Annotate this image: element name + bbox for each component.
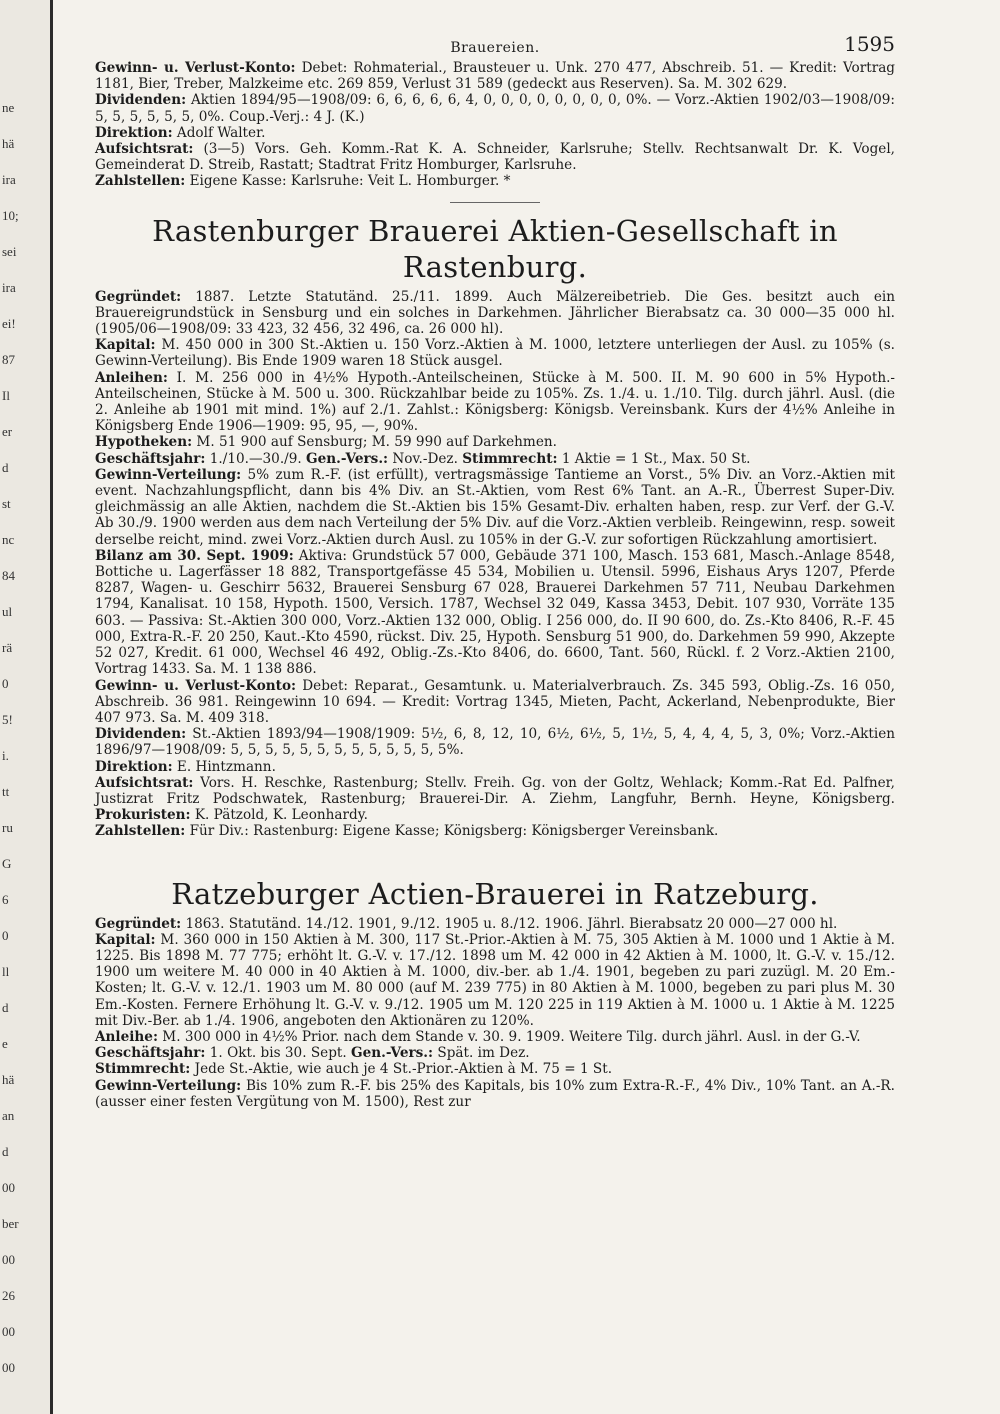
paragraph-label: Prokuristen: xyxy=(95,807,191,824)
entry-paragraph xyxy=(95,1078,895,1110)
gutter-fragment: e xyxy=(2,1036,8,1051)
gutter-fragment: 00 xyxy=(2,1324,15,1339)
gutter-fragment: ru xyxy=(2,820,13,835)
paragraph-label: Geschäftsjahr: xyxy=(95,450,206,467)
paragraph-text: I. M. 256 000 in 4½% Hypoth.-Anteilscheinen, Stücke à M. 500. II. M. 90 600 in 5% Hypoth.-Anteilscheinen, Stücke à M. 500 u. 300. Rückzahlbar beide zu 105%. Zs. 1./4. u. 1./10. Tilg. durch jährl. Ausl. (die 2. Anleihe ab 1901 mit mind. 1%) auf 2./1. Zahlst.: Königsberg: Königsb. Vereinsbank. Kurs der 4½% Anleihe in Königsberg Ende 1906—1909: 95, 95, —, 90%. xyxy=(95,369,895,435)
gutter-fragment: rä xyxy=(2,640,13,655)
gutter-fragment: ll xyxy=(2,964,10,979)
gutter-fragment: 00 xyxy=(2,1360,15,1375)
entry-paragraph xyxy=(95,173,895,189)
gutter-fragment: i. xyxy=(2,748,9,763)
entry-paragraph xyxy=(95,823,895,839)
paragraph-text: 1863. Statutänd. 14./12. 1901, 9./12. 1905 u. 8./12. 1906. Jährl. Bierabsatz 20 000—27 000 hl. xyxy=(181,915,838,932)
paragraph-text: Aktiva: Grundstück 57 000, Gebäude 371 100, Masch. 153 681, Masch.-Anlage 8548, Bottiche u. Lagerfässer 18 882, Transportgefässe 45 534, Mobilien u. Utensil. 5996, Eishaus Arys 1207, Pferde 8287, Wagen- u. Geschirr 5632, Brauerei Sensburg 67 028, Brauerei Darkehmen 57 711, Neubau Darkehmen 1794, Kanalisat. 10 158, Hypoth. 1500, Versich. 1787, Wechsel 32 049, Kassa 3453, Debit. 107 930, Vorräte 135 603. — Passiva: St.-Aktien 300 000, Vorz.-Aktien 132 000, Oblig. I 256 000, do. II 90 600, do. Zs.-Kto 8406, R.-F. 45 000, Extra-R.-F. 20 250, Kaut.-Kto 4590, rückst. Div. 25, Hypoth. Sensburg 51 900, do. Darkehmen 59 990, Akzepte 52 027, Kredit. 61 000, Wechsel 46 492, Oblig.-Zs.-Kto 8406, do. 6600, Tant. 560, Rückl. f. 2 Vorz.-Aktien 2100, Vortrag 1433. Sa. M. 1 138 886. xyxy=(95,547,895,678)
paragraph-label: Dividenden: xyxy=(95,726,187,743)
gutter-fragment: ne xyxy=(2,100,15,115)
gutter-fragment: hä xyxy=(2,136,15,151)
paragraph-label: Kapital: xyxy=(95,337,156,354)
gutter-fragment: ira xyxy=(2,280,16,295)
entry-paragraph xyxy=(95,1045,895,1061)
gutter-fragment: sei xyxy=(2,244,17,259)
gutter-fragment: an xyxy=(2,1108,15,1123)
paragraph-label: Gen.-Vers.: xyxy=(306,450,389,467)
entry-paragraph xyxy=(95,775,895,824)
paragraph-text: (3—5) Vors. Geh. Komm.-Rat K. A. Schneider, Karlsruhe; Stellv. Rechtsanwalt Dr. K. Vogel, Gemeinderat D. Streib, Rastatt; Stadtrat Fritz Homburger, Karlsruhe. xyxy=(95,141,895,174)
paragraph-text: Jede St.-Aktie, wie auch je 4 St.-Prior.-Aktien à M. 75 = 1 St. xyxy=(190,1061,613,1078)
gutter-fragment: G xyxy=(2,856,12,871)
entry-paragraph xyxy=(95,451,895,467)
paragraph-text: M. 450 000 in 300 St.-Aktien u. 150 Vorz.-Aktien à M. 1000, letztere unterliegen der Ausl. zu 105% (s. Gewinn-Verteilung). Bis Ende 1909 waren 18 Stück ausgel. xyxy=(95,337,895,370)
running-head-title: Brauereien. xyxy=(450,40,540,56)
paragraph-text: E. Hintzmann. xyxy=(172,758,276,775)
paragraph-text: 1. Okt. bis 30. Sept. xyxy=(205,1045,352,1062)
entry-previous-company xyxy=(95,60,895,190)
entry-ratzeburg xyxy=(95,876,895,1110)
entry-paragraph xyxy=(95,92,895,124)
paragraph-text: 1 Aktie = 1 St., Max. 50 St. xyxy=(557,450,751,467)
entry-paragraph xyxy=(95,678,895,727)
entry-paragraph xyxy=(95,141,895,173)
paragraph-text: Bis 10% zum R.-F. bis 25% des Kapitals, bis 10% zum Extra-R.-F., 4% Div., 10% Tant. an A.-R. (ausser einer festen Vergütung von M. 1500), Rest zur xyxy=(95,1077,895,1110)
entry-paragraph xyxy=(95,1029,895,1045)
paragraph-label: Hypotheken: xyxy=(95,434,193,451)
gutter-fragment: hä xyxy=(2,1072,15,1087)
gutter-fragment: 6 xyxy=(2,892,9,907)
gutter-fragment: 00 xyxy=(2,1180,15,1195)
paragraph-label: Anleihen: xyxy=(95,369,168,386)
entry-paragraph xyxy=(95,289,895,338)
entry-paragraph xyxy=(95,467,895,548)
gutter-fragment: tt xyxy=(2,784,10,799)
paragraph-text: Vors. H. Reschke, Rastenburg; Stellv. Freih. Gg. von der Goltz, Wehlack; Komm.-Rat Ed. Palfner, Justizrat Fritz Podschwatek, Rastenburg; Brauerei-Dir. A. Ziehm, Langfuhr, Bernh. Heyne, Königsberg. xyxy=(95,774,895,807)
paragraph-label: Direktion: xyxy=(95,124,173,141)
paragraph-text: Debet: Reparat., Gesamtunk. u. Materialverbrauch. Zs. 345 593, Oblig.-Zs. 16 050, Abschreib. 36 981. Reingewinn 10 694. — Kredit: Vortrag 1345, Mieten, Pacht, Ackerland, Nebenprodukte, Bier 407 973. Sa. M. 409 318. xyxy=(95,677,895,726)
gutter-fragment: 26 xyxy=(2,1288,15,1303)
entry-paragraph xyxy=(95,434,895,450)
entry-paragraph xyxy=(95,759,895,775)
paragraph-text: Für Div.: Rastenburg: Eigene Kasse; Königsberg: Königsberger Vereinsbank. xyxy=(185,823,719,840)
paragraph-label: Zahlstellen: xyxy=(95,823,186,840)
entry-paragraph xyxy=(95,370,895,435)
paragraph-text: Nov.-Dez. xyxy=(388,450,463,467)
paragraph-label: Anleihe: xyxy=(95,1028,158,1045)
paragraph-text: M. 51 900 auf Sensburg; M. 59 990 auf Darkehmen. xyxy=(192,434,557,451)
gutter-fragment: ul xyxy=(2,604,13,619)
paragraph-label: Gewinn-Verteilung: xyxy=(95,466,242,483)
gutter-fragment: 0 xyxy=(2,676,9,691)
paragraph-label: Gen.-Vers.: xyxy=(351,1045,434,1062)
entry-paragraph xyxy=(95,548,895,678)
paragraph-label: Gewinn-Verteilung: xyxy=(95,1077,242,1094)
paragraph-label: Gewinn- u. Verlust-Konto: xyxy=(95,60,296,76)
paragraph-text: Debet: Rohmaterial., Brausteuer u. Unk. 270 477, Abschreib. 51. — Kredit: Vortrag 1181, Bier, Treber, Malzkeime etc. 269 859, Verlust 31 589 (gedeckt aus Reserven). Sa. M. 302 629. xyxy=(95,60,895,93)
paragraph-label: Gegründet: xyxy=(95,915,182,932)
gutter-fragment: 84 xyxy=(2,568,15,583)
page xyxy=(95,30,895,1110)
previous-page-gutter xyxy=(0,0,53,1414)
paragraph-label: Direktion: xyxy=(95,758,173,775)
paragraph-text: Aktien 1894/95—1908/09: 6, 6, 6, 6, 6, 4, 0, 0, 0, 0, 0, 0, 0, 0, 0%. — Vorz.-Aktien 1902/03—1908/09: 5, 5, 5, 5, 5, 5, 0%. Coup.-Verj.: 4 J. (K.) xyxy=(95,92,895,125)
entry-paragraph xyxy=(95,916,895,932)
gutter-fragment: ber xyxy=(2,1216,19,1231)
gutter-fragment: 5! xyxy=(2,712,13,727)
spacer xyxy=(95,840,895,870)
separator-rule xyxy=(450,202,540,203)
entry-paragraph xyxy=(95,60,895,92)
entry-paragraph xyxy=(95,726,895,758)
paragraph-text: Spät. im Dez. xyxy=(433,1045,530,1062)
paragraph-text: M. 300 000 in 4½% Prior. nach dem Stande v. 30. 9. 1909. Weitere Tilg. durch jährl. Ausl. in der G.-V. xyxy=(157,1028,861,1045)
gutter-fragment: ira xyxy=(2,172,16,187)
paragraph-text: Eigene Kasse: Karlsruhe: Veit L. Homburger. * xyxy=(185,173,511,190)
paragraph-text: K. Pätzold, K. Leonhardy. xyxy=(190,807,368,824)
paragraph-text: 5% zum R.-F. (ist erfüllt), vertragsmässige Tantieme an Vorst., 5% Div. an Vorz.-Aktien mit event. Nachzahlungspflicht, dann bis 4% Div. an St.-Aktien, vom Rest 6% Tant. an A.-R., Überrest Super-Div. gleichmässig an alle Aktien, nachdem die St.-Aktien bis 15% Gesamt-Div. erhalten haben, resp. zur Verf. der G.-V. Ab 30./9. 1900 werden aus dem nach Verteilung der 5% Div. auf die Vorz.-Aktien verbleib. Reingewinn, resp. soweit derselbe reicht, mind. zwei Vorz.-Aktien durch Ausl. zu 105% in der G.-V. zur sofortigen Rückzahlung amortisiert. xyxy=(95,466,895,548)
entry-paragraph xyxy=(95,932,895,1029)
entry-body xyxy=(95,289,895,840)
entry-paragraph xyxy=(95,1061,895,1077)
running-head xyxy=(95,30,895,60)
paragraph-label: Dividenden: xyxy=(95,92,187,109)
paragraph-label: Stimmrecht: xyxy=(95,1061,191,1078)
entry-paragraph xyxy=(95,125,895,141)
paragraph-text: St.-Aktien 1893/94—1908/1909: 5½, 6, 8, 12, 10, 6½, 6½, 5, 1½, 5, 4, 4, 4, 5, 3, 0%; Vorz.-Aktien 1896/97—1908/09: 5, 5, 5, 5, 5, 5, 5, 5, 5, 5, 5, 5, 5%. xyxy=(95,726,895,759)
gutter-fragment: er xyxy=(2,424,13,439)
paragraph-text: 1887. Letzte Statutänd. 25./11. 1899. Auch Mälzereibetrieb. Die Ges. besitzt auch ein Brauereigrundstück in Sensburg und ein solches in Darkehmen. Jährlicher Bierabsatz ca. 30 000—35 000 hl. (1905/06—1908/09: 33 423, 32 456, 32 496, ca. 26 000 hl). xyxy=(95,288,895,338)
gutter-fragment: st xyxy=(2,496,11,511)
gutter-fragment: nc xyxy=(2,532,15,547)
gutter-fragment: d xyxy=(2,1000,9,1015)
gutter-fragment: 0 xyxy=(2,928,9,943)
paragraph-label: Aufsichtsrat: xyxy=(95,774,194,791)
paragraph-text: M. 360 000 in 150 Aktien à M. 300, 117 St.-Prior.-Aktien à M. 75, 305 Aktien à M. 1000 und 1 Aktie à M. 1225. Bis 1898 M. 77 775; erhöht lt. G.-V. v. 17./12. 1898 um M. 42 000 in 42 Aktien à M. 1000, lt. G.-V. v. 15./12. 1900 um weitere M. 40 000 in 40 Aktien à M. 1000, div.-ber. ab 1./4. 1901, begeben zu pari zuzügl. M. 20 Em.-Kosten; lt. G.-V. v. 12./1. 1903 um M. 80 000 (auf M. 239 775) in 80 Aktien à M. 1000, begeben zu pari plus M. 30 Em.-Kosten. Fernere Erhöhung lt. G.-V. v. 9./12. 1905 um M. 120 225 in 119 Aktien à M. 1000 u. 1 Aktie à M. 1225 mit Div.-Ber. ab 1./4. 1906, angeboten den Aktionären zu 120%. xyxy=(95,931,895,1029)
gutter-fragment: Il xyxy=(2,388,10,403)
paragraph-label: Aufsichtsrat: xyxy=(95,141,194,158)
paragraph-label: Zahlstellen: xyxy=(95,173,186,190)
gutter-fragment: ei! xyxy=(2,316,16,331)
paragraph-label: Kapital: xyxy=(95,931,156,948)
gutter-fragment: 10; xyxy=(2,208,19,223)
paragraph-text: 1./10.—30./9. xyxy=(205,450,307,467)
gutter-fragment: 00 xyxy=(2,1252,15,1267)
paragraph-label: Gegründet: xyxy=(95,288,182,305)
entry-paragraph xyxy=(95,337,895,369)
paragraph-label: Stimmrecht: xyxy=(462,450,558,467)
gutter-fragment: 87 xyxy=(2,352,15,367)
paragraph-label: Geschäftsjahr: xyxy=(95,1045,206,1062)
gutter-fragment: d xyxy=(2,1144,9,1159)
entry-body xyxy=(95,916,895,1110)
gutter-fragment: d xyxy=(2,460,9,475)
company-title: Ratzeburger Actien-Brauerei in Ratzeburg. xyxy=(171,876,819,911)
paragraph-label: Bilanz am 30. Sept. 1909: xyxy=(95,547,294,564)
paragraph-label: Gewinn- u. Verlust-Konto: xyxy=(95,677,297,694)
entry-rastenburg xyxy=(95,213,895,840)
paragraph-text: Adolf Walter. xyxy=(172,124,266,141)
page-number: 1595 xyxy=(844,32,895,56)
company-title: Rastenburger Brauerei Aktien-Gesellschaft in Rastenburg. xyxy=(152,213,838,284)
